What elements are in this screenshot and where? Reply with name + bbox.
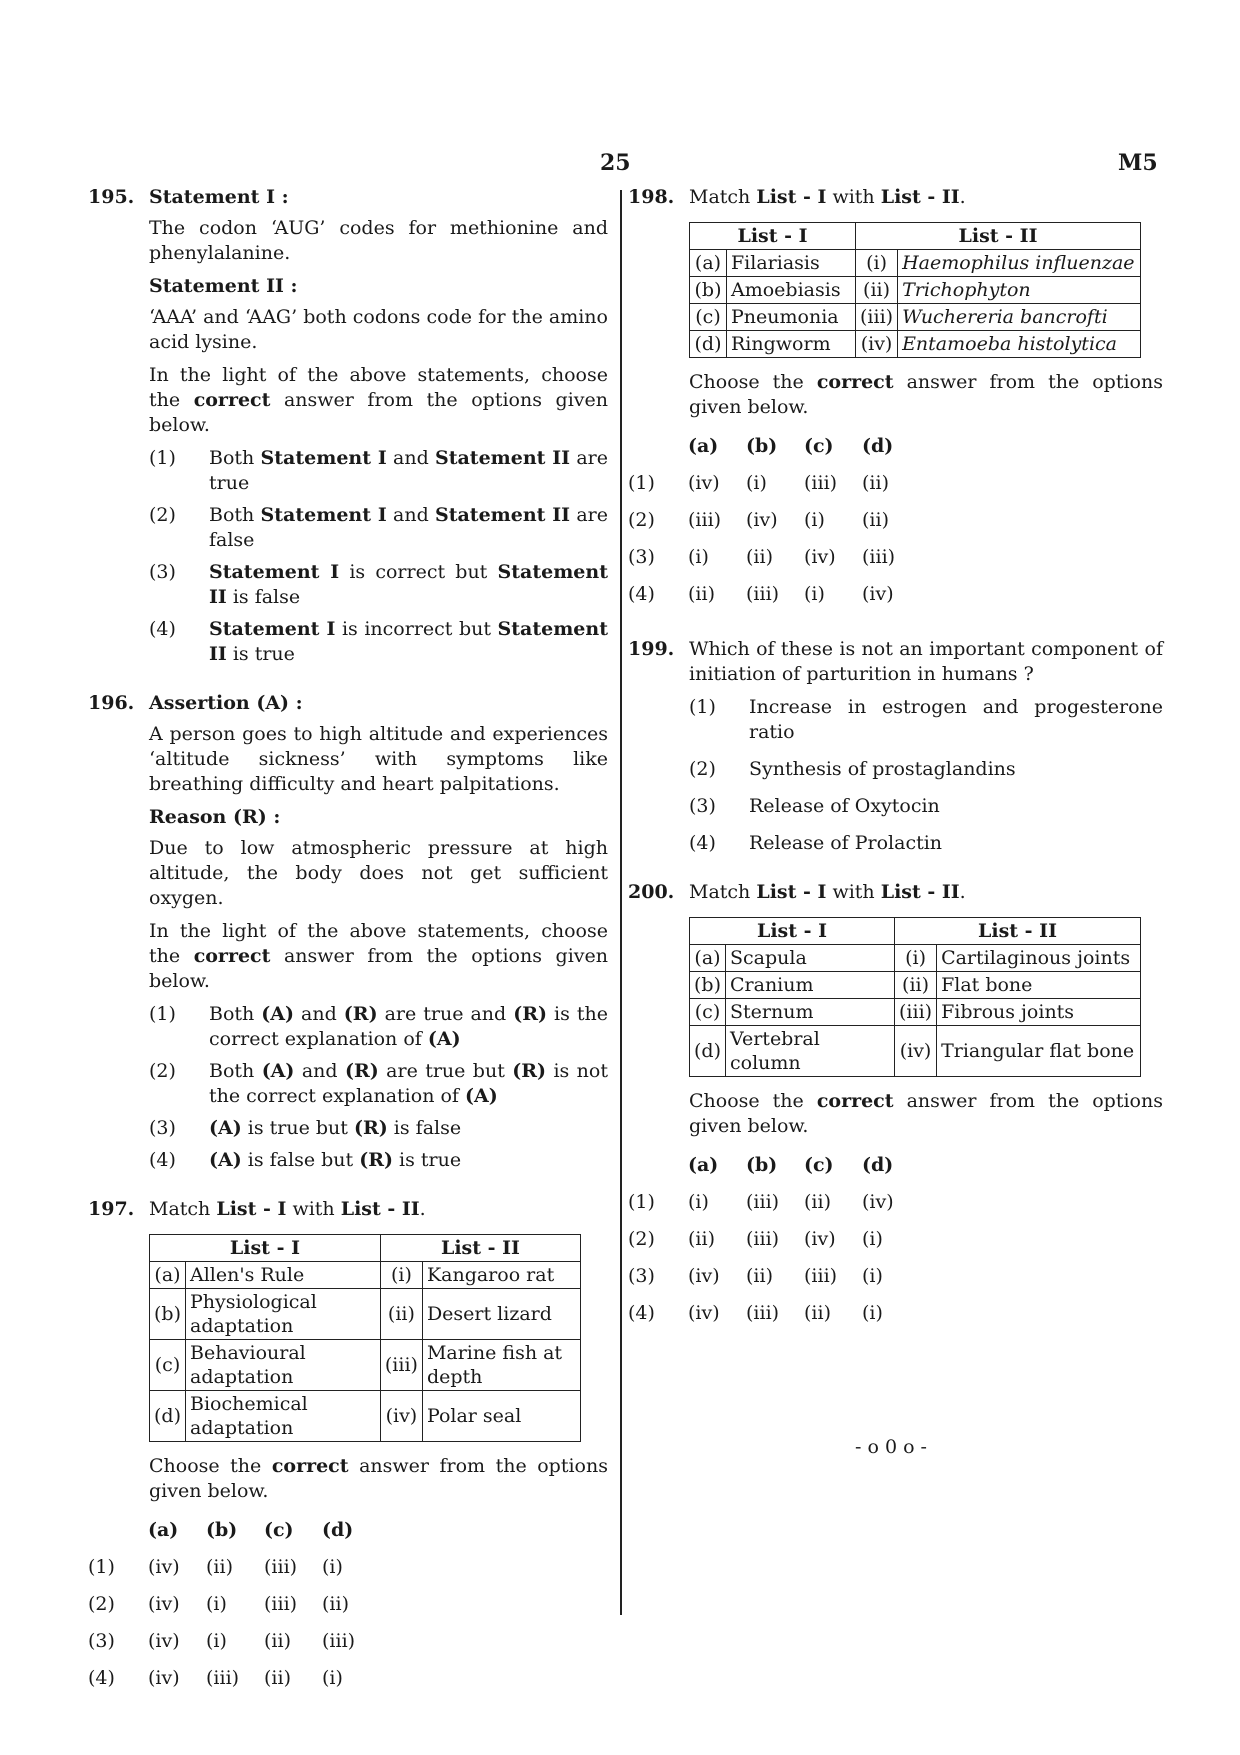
right-column bbox=[628, 185, 1163, 1356]
instruction: Choose the correct answer from the options given below. bbox=[689, 1090, 1163, 1137]
question-number: 198. bbox=[628, 186, 675, 208]
instruction: Choose the correct answer from the options given below. bbox=[689, 371, 1163, 418]
question-number: 199. bbox=[628, 638, 675, 660]
answer-row[interactable]: (3) (iv) (i) (ii) (iii) bbox=[88, 1630, 356, 1652]
answer-row[interactable]: (3) (i) (ii) (iv) (iii) bbox=[628, 546, 896, 568]
question-prompt: Match List - I with List - II. bbox=[689, 881, 966, 903]
question-number: 197. bbox=[88, 1198, 135, 1220]
question-prompt: Match List - I with List - II. bbox=[149, 1198, 426, 1220]
answer-row[interactable]: (4) (iv) (iii) (ii) (i) bbox=[88, 1667, 343, 1689]
option[interactable]: (3) (A) is true but (R) is false bbox=[149, 1117, 462, 1139]
reason-heading: Reason (R) : bbox=[149, 806, 281, 828]
answer-row[interactable]: (4) (ii) (iii) (i) (iv) bbox=[628, 583, 894, 605]
answer-row[interactable]: (3) (iv) (ii) (iii) (i) bbox=[628, 1265, 883, 1287]
question-number: 196. bbox=[88, 692, 135, 714]
answer-row[interactable]: (1) (iv) (ii) (iii) (i) bbox=[88, 1556, 343, 1578]
statement-2-text: ‘AAA’ and ‘AAG’ both codons code for the amino acid lysine. bbox=[149, 306, 608, 353]
answer-row[interactable]: (2) (iii) (iv) (i) (ii) bbox=[628, 509, 889, 531]
question-200 bbox=[628, 880, 1163, 1332]
option[interactable]: (1) Increase in estrogen and progesterone ratio bbox=[689, 696, 1163, 743]
option[interactable]: (2) Synthesis of prostaglandins bbox=[689, 758, 1016, 780]
question-number: 195. bbox=[88, 186, 135, 208]
answer-row[interactable]: (2) (ii) (iii) (iv) (i) bbox=[628, 1228, 883, 1250]
assertion-heading: Assertion (A) : bbox=[149, 692, 303, 714]
instruction: In the light of the above statements, choose the correct answer from the options given below. bbox=[149, 920, 608, 992]
answer-options: (a) (b) (c) (d) (1) (iv) (ii) (iii) (i) (2) (iv) (i) (iii) (ii) (3) (iv) (i) (ii) (iii) (4) (iv) (iii) (ii) (i) bbox=[88, 1512, 380, 1697]
left-column bbox=[88, 185, 608, 1721]
match-table: List - I List - II (a) Allen's Rule (i) Kangaroo rat (b) Physiological adaptation (ii) Desert lizard (c) Behavioural adaptation (iii) Marine fish at depth (d) Biochemical adaptation (iv) Polar seal bbox=[149, 1234, 581, 1442]
column-divider bbox=[620, 190, 622, 1615]
option[interactable]: (4) (A) is false but (R) is true bbox=[149, 1149, 462, 1171]
question-196 bbox=[88, 691, 608, 1173]
answer-options: (a) (b) (c) (d) (1) (iv) (i) (iii) (ii) (2) (iii) (iv) (i) (ii) (3) (i) (ii) (iv) (iii) (4) (ii) (iii) (i) (iv) bbox=[628, 428, 920, 613]
answer-row[interactable]: (2) (iv) (i) (iii) (ii) bbox=[88, 1593, 349, 1615]
statement-1-text: The codon ‘AUG’ codes for methionine and phenylalanine. bbox=[149, 217, 608, 264]
answer-row[interactable]: (4) (iv) (iii) (ii) (i) bbox=[628, 1302, 883, 1324]
option[interactable]: (2) Both (A) and (R) are true but (R) is not the correct explanation of (A) bbox=[149, 1060, 608, 1107]
option[interactable]: (2) Both Statement I and Statement II are false bbox=[149, 504, 608, 551]
option[interactable]: (1) Both (A) and (R) are true and (R) is the correct explanation of (A) bbox=[149, 1003, 608, 1050]
page-number: 25 bbox=[600, 150, 631, 176]
question-199 bbox=[628, 637, 1163, 856]
option[interactable]: (3) Release of Oxytocin bbox=[689, 795, 940, 817]
answer-options: (a) (b) (c) (d) (1) (i) (iii) (ii) (iv) (2) (ii) (iii) (iv) (i) (3) (iv) (ii) (iii) (i) (4) (iv) (iii) (ii) (i) bbox=[628, 1147, 920, 1332]
option[interactable]: (1) Both Statement I and Statement II are true bbox=[149, 447, 608, 494]
question-number: 200. bbox=[628, 881, 675, 903]
question-198 bbox=[628, 185, 1163, 613]
question-197 bbox=[88, 1197, 608, 1697]
instruction: In the light of the above statements, choose the correct answer from the options given below. bbox=[149, 364, 608, 436]
option[interactable]: (3) Statement I is correct but Statement II is false bbox=[149, 561, 608, 608]
assertion-text: A person goes to high altitude and experiences ‘altitude sickness’ with symptoms like breathing difficulty and heart palpitations. bbox=[149, 723, 608, 795]
option[interactable]: (4) Statement I is incorrect but Statement II is true bbox=[149, 618, 608, 665]
question-prompt: Match List - I with List - II. bbox=[689, 186, 966, 208]
match-table: List - I List - II (a) Scapula (i) Cartilaginous joints (b) Cranium (ii) Flat bone (c) Sternum (iii) Fibrous joints (d) Vertebral column (iv) Triangular flat bone bbox=[689, 917, 1141, 1077]
statement-2-heading: Statement II : bbox=[149, 275, 298, 297]
reason-text: Due to low atmospheric pressure at high altitude, the body does not get sufficient oxygen. bbox=[149, 837, 608, 909]
option[interactable]: (4) Release of Prolactin bbox=[689, 832, 943, 854]
question-text: Which of these is not an important component of initiation of parturition in humans ? bbox=[689, 638, 1163, 685]
booklet-code: M5 bbox=[1118, 150, 1158, 176]
question-195 bbox=[88, 185, 608, 667]
end-mark: - o 0 o - bbox=[855, 1436, 927, 1458]
statement-1-heading: Statement I : bbox=[149, 186, 289, 208]
instruction: Choose the correct answer from the options given below. bbox=[149, 1455, 608, 1502]
answer-row[interactable]: (1) (i) (iii) (ii) (iv) bbox=[628, 1191, 894, 1213]
answer-row[interactable]: (1) (iv) (i) (iii) (ii) bbox=[628, 472, 889, 494]
match-table: List - I List - II (a) Filariasis (i) Haemophilus influenzae (b) Amoebiasis (ii) Trichophyton (c) Pneumonia (iii) Wuchereria bancrofti (d) Ringworm (iv) Entamoeba histolytica bbox=[689, 222, 1141, 358]
